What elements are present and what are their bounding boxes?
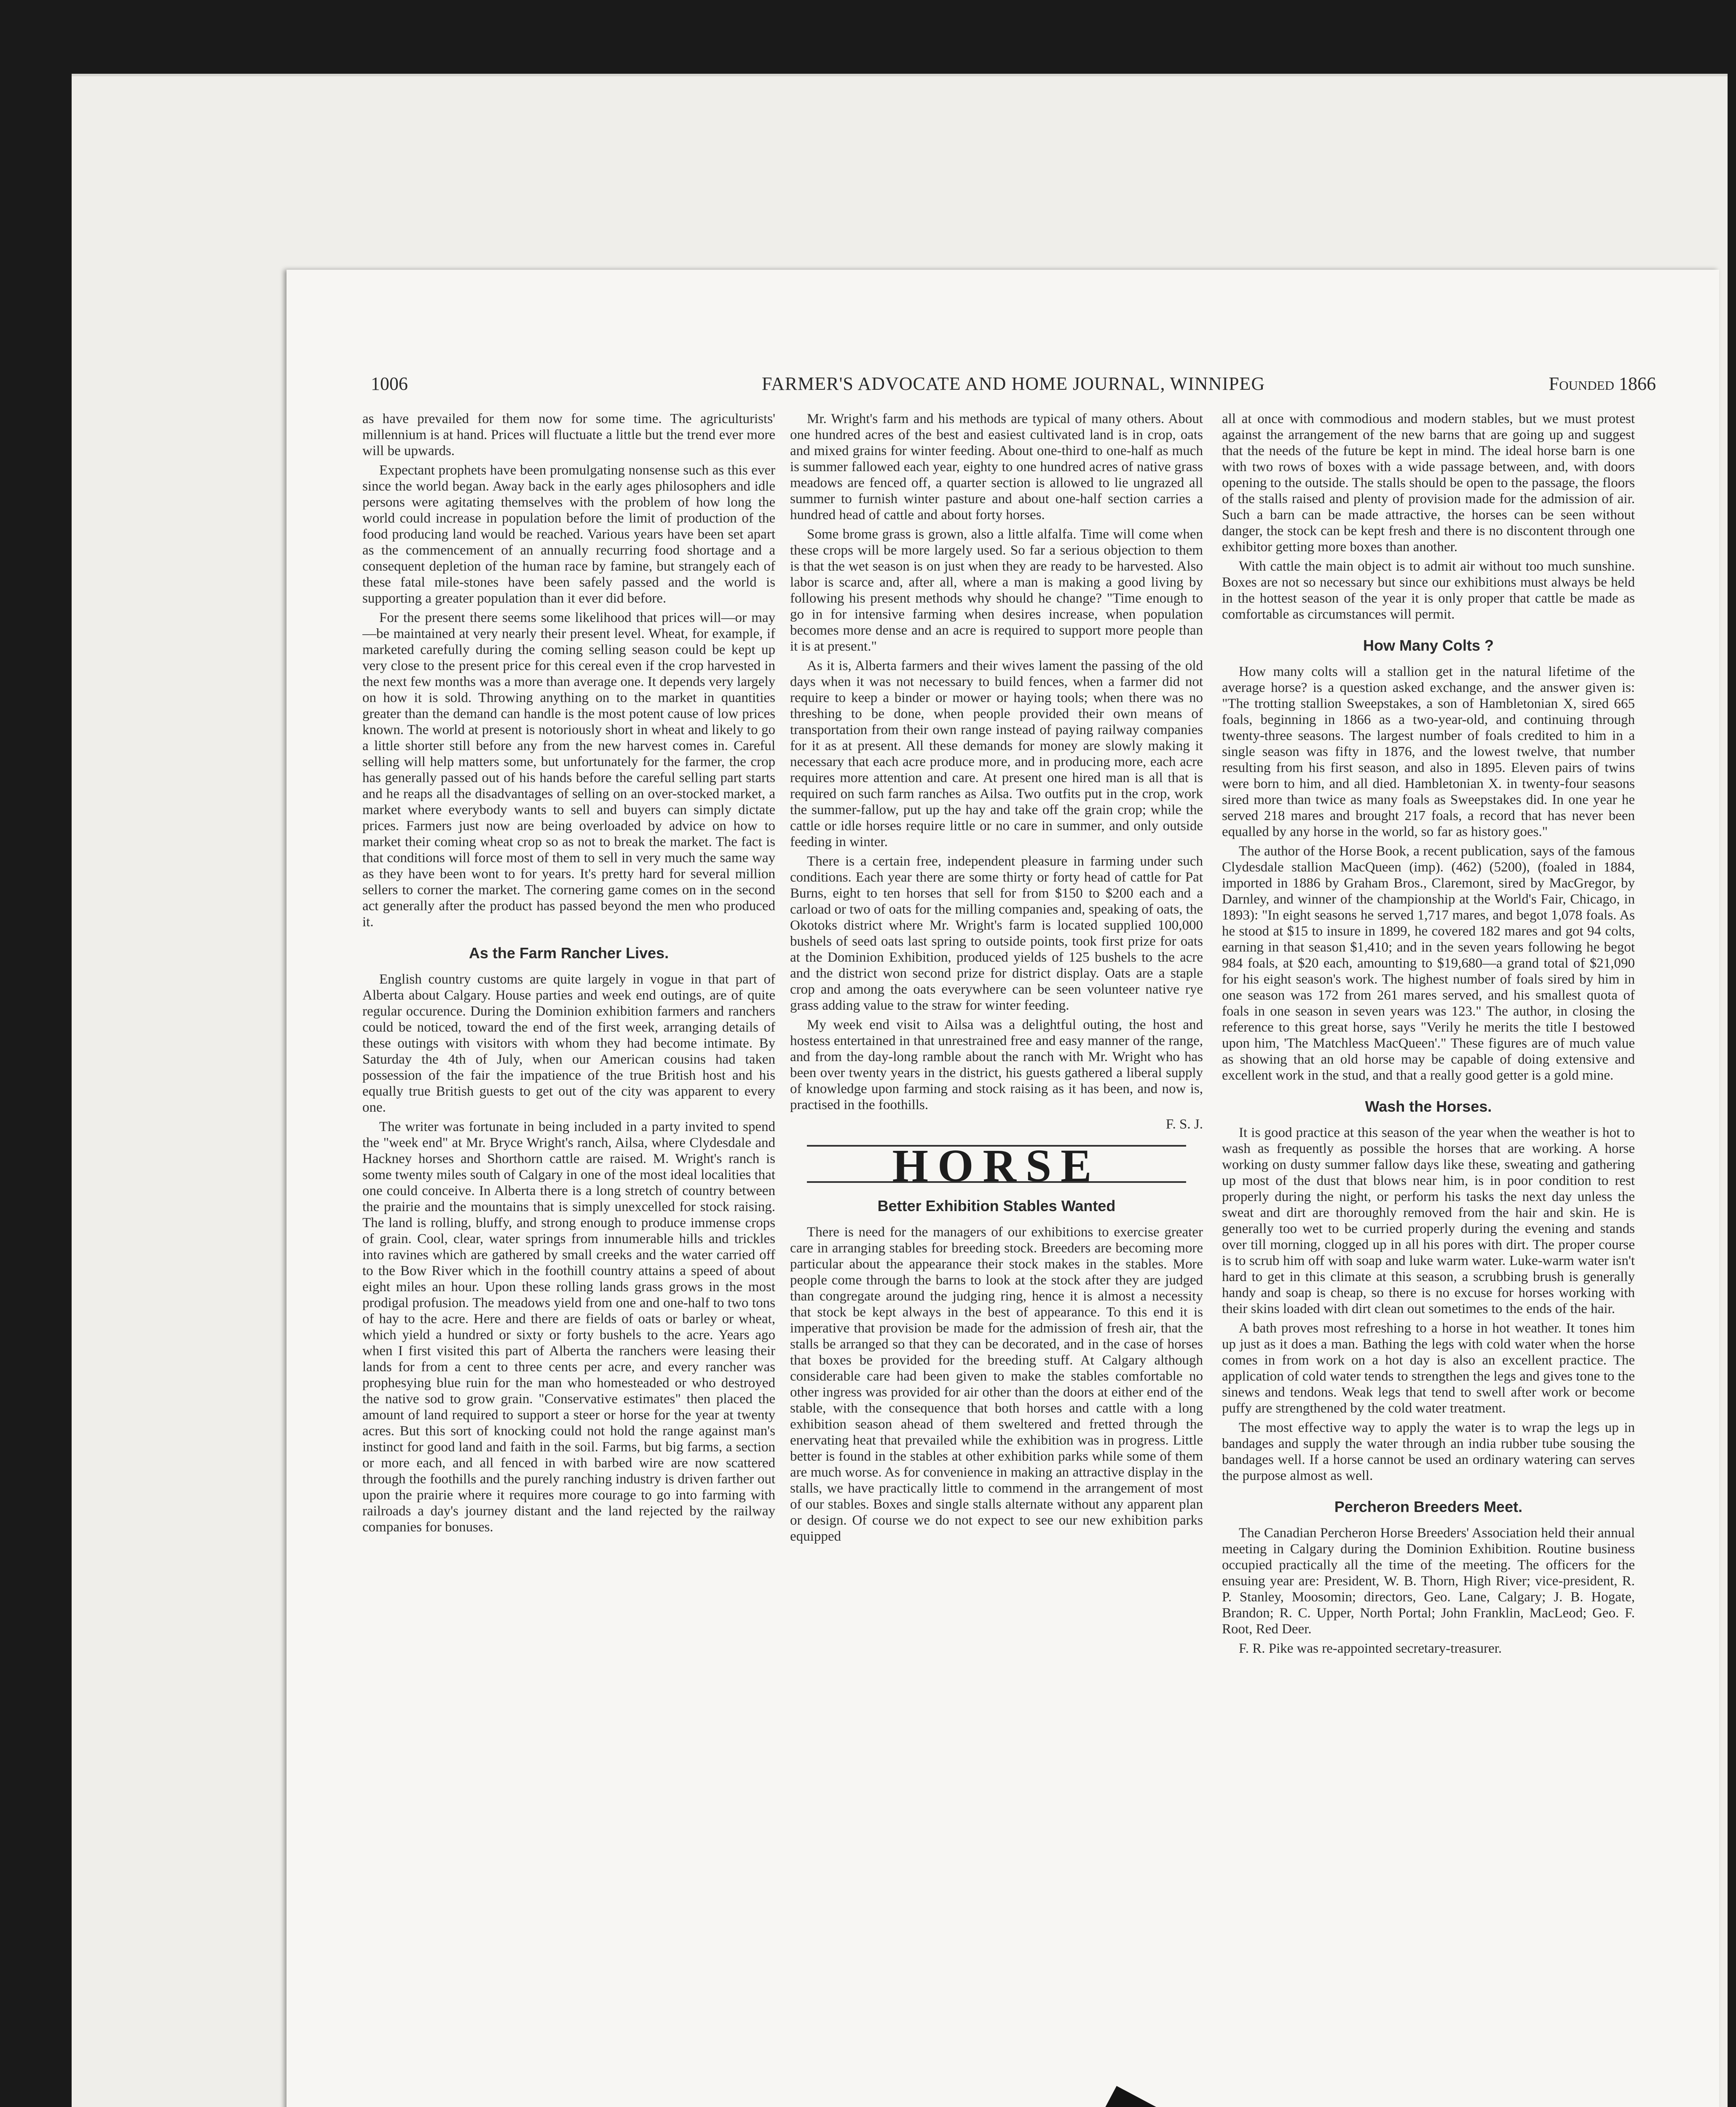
paragraph: As it is, Alberta farmers and their wives lament the passing of the old days when it was not necessary to build fences, when a farmer did not require to keep a binder or mower or haying tools; when there was no threshing to be done, when people provided their own means of transportation from their own range instead of paying railway companies for it as at present. All these demands for money are slowly making it necessary that each acre produce more, and in producing more, each acre requires more attention and care. At present one hired man is all that is required on such farm ranches as Ailsa. Two outfits put in the crop, work the summer-fallow, put up the hay and take off the grain crop; while the cattle or idle horses require little or no care in summer, and only outside feeding in winter.	[790, 658, 1203, 850]
paragraph: Some brome grass is grown, also a little alfalfa. Time will come when these crops will be more largely used. So far a serious objection to them is that the wet season is on just when they are ready to be harvested. Also labor is scarce and, after all, where a man is making a good living by following his present methods why should he change? "Time enough to go in for intensive farming when desires increase, when population becomes more dense and an acre is required to support more people than it is at present."	[790, 527, 1203, 654]
paragraph: Expectant prophets have been promulgating nonsense such as this ever since the world began. Away back in the early ages philosophers and idle persons were agitating themselves with the problem of how long the world could increase in population before the limit of production of the food producing land would be reached. Various years have been set apart as the commencement of an annually recurring food shortage and a consequent depletion of the human race by famine, but strangely each of these fatal mile-stones have been safely passed and the world is supporting a greater population than it ever did before.	[362, 463, 775, 606]
paragraph: My week end visit to Ailsa was a delightful outing, the host and hostess entertained in that unrestrained free and easy manner of the range, and from the day-long ramble about the ranch with Mr. Wright who has been over twenty years in the district, his guests gathered a liberal supply of knowledge upon farming and stock raising as it has been, and now is, practised in the foothills.	[790, 1017, 1203, 1112]
paragraph: With cattle the main object is to admit air without too much sunshine. Boxes are not so necessary but since our exhibitions must always be held in the hottest season of the year it is only proper that cattle be made as comfortable as circumstances will permit.	[1222, 559, 1635, 622]
article-heading: How Many Colts ?	[1363, 637, 1494, 654]
column-2	[790, 411, 1203, 2107]
paragraph: There is need for the managers of our exhibitions to exercise greater care in arranging stables for breeding stock. Breeders are becoming more particular about the appearance their stock makes in the stables. More people come through the barns to look at the stock after they are judged than congregate around the judging ring, hence it is almost a necessity that stock be kept always in the best of appearance. To this end it is imperative that provision be made for the admission of fresh air, that the stalls be arranged so that they can be decorated, and in the case of horses that boxes be provided for the breeding stuff. At Calgary although considerable care had been given to make the stables comfortable no other ingress was provided for air other than the doors at either end of the stable, with the consequence that both horses and cattle with a long exhibition season ahead of them sweltered and fretted through the enervating heat that prevailed while the exhibition was in progress. Little better is found in the stables at other exhibition parks while some of them are much worse. As for convenience in making an attractive display in the stalls, we have practically little to commend in the arrangement of most of our stables. Boxes and single stalls alternate without any apparent plan or design. Of course we do not expect to see our new exhibition parks equipped	[790, 1225, 1203, 1544]
author-signature: F. S. J.	[1165, 1117, 1203, 1132]
column-1	[362, 411, 775, 2107]
paragraph: F. R. Pike was re-appointed secretary-treasurer.	[1239, 1641, 1502, 1656]
paragraph: A bath proves most refreshing to a horse in hot weather. It tones him up just as it does a man. Bathing the legs with cold water when the horse comes in from work on a hot day is also an excellent practice. The application of cold water tends to strengthen the legs and gives tone to the sinews and tendons. Weak legs that tend to swell after work or become puffy are strengthened by the cold water treatment.	[1222, 1321, 1635, 1416]
paragraph: English country customs are quite largely in vogue in that part of Alberta about Calgary. House parties and week end outings, are of quite regular occurence. During the Dominion exhibition farmers and ranchers could be noticed, toward the end of the first week, arranging details of these outings with visitors with whom they had become intimate. By Saturday the 4th of July, when our American cousins had taken possession of the fair the impatience of the true British host and his equally true British guests to get out of the city was apparent to every one.	[362, 972, 775, 1115]
page-header	[371, 373, 1656, 398]
section-title: HORSE	[807, 1145, 1186, 1183]
paragraph: The author of the Horse Book, a recent publication, says of the famous Clydesdale stallion MacQueen (imp). (462) (5200), (foaled in 1884, imported in 1886 by Graham Bros., Claremont, sired by MacGregor, by Darnley, and winner of the championship at the World's Fair, Chicago, in 1893): "In eight seasons he served 1,717 mares, and begot 1,078 foals. As he stood at $15 to insure in 1899, he covered 182 mares and got 94 colts, earning in that season $1,410; and in the seven years following he begot 984 foals, at $20 each, amounting to $19,680—a grand total of $21,090 for his eight season's work. The highest number of foals sired by him in one season was 172 from 261 mares served, and his smallest quota of foals in one season in seven years was 123." The author, in closing the reference to this great horse, says "Verily he merits the title I bestowed upon him, 'The Matchless MacQueen'." These figures are of much value as showing that an old horse may be capable of doing extensive and excellent work in the stud, and that a really good getter is a gold mine.	[1222, 844, 1635, 1083]
article-heading: Percheron Breeders Meet.	[1334, 1498, 1523, 1515]
article-heading: Wash the Horses.	[1365, 1098, 1492, 1115]
page-number: 1006	[371, 373, 408, 394]
article-heading: As the Farm Rancher Lives.	[469, 944, 669, 962]
paragraph: as have prevailed for them now for some time. The agriculturists' millennium is at hand. Prices will fluctuate a little but the trend ever more will be upwards.	[362, 411, 775, 458]
paragraph: all at once with commodious and modern stables, but we must protest against the arrangement of the new barns that are going up and suggest that the needs of the future be kept in mind. The ideal horse barn is one with two rows of boxes with a wide passage between, and, with doors opening to the outside. The stalls should be open to the passage, the floors of the stalls raised and plenty of provision made for the admission of air. Such a barn can be made attractive, the horses can be seen without danger, the stock can be kept fresh and there is no discontent through one exhibitor getting more boxes than another.	[1222, 411, 1635, 555]
journal-title: FARMER'S ADVOCATE AND HOME JOURNAL, WINNIPEG	[761, 373, 1265, 394]
paragraph: How many colts will a stallion get in the natural lifetime of the average horse? is a question asked exchange, and the answer given is: "The trotting stallion Sweepstakes, a son of Hambletonian X, sired 665 foals, beginning in 1866 as a two-year-old, and continuing through twenty-three seasons. The largest number of foals credited to him in a single season was fifty in 1876, and the lowest twelve, that number resulting from his first season, and also in 1895. Eleven pairs of twins were born to him, and all died. Hambletonian X. in twenty-four seasons sired more than twice as many foals as Sweepstakes did. In one year he served 218 mares and brought 217 foals, a record that has never been equalled by any horse in the world, so far as history goes."	[1222, 664, 1635, 839]
paragraph: It is good practice at this season of the year when the weather is hot to wash as frequently as possible the horses that are working. A horse working on dusty summer fallow days like these, sweating and gathering up most of the dust that blows near him, is in poor condition to rest properly during the night, or perform his tasks the next day unless the sweat and dirt are thoroughly removed from the hair and skin. He is generally too wet to be curried properly during the evening and stands over till morning, clogged up in all his pores with dirt. The proper course is to scrub him off with soap and luke warm water. Luke-warm water isn't hard to get in this climate at this season, a scrubbing brush is generally handy and soap is cheap, so there is no excuse for horses working with their skins loaded with dirt clean out sometimes to the ends of the hair.	[1222, 1125, 1635, 1316]
paragraph: For the present there seems some likelihood that prices will—or may—be maintained at very nearly their present level. Wheat, for example, if marketed carefully during the coming selling season could be kept up very close to the present price for this cereal even if the crop harvested in the next few months was a more than average one. It depends very largely on how it is sold. Throwing anything on to the market in quantities greater than the demand can handle is the most potent cause of low prices known. The world at present is notoriously short in wheat and likely to go a little shorter still before any from the new harvest comes in. Careful selling will help matters some, but unfortunately for the farmer, the crop has generally passed out of his hands before the careful selling part starts and he reaps all the disadvantages of selling on an over-stocked market, a market where everybody wants to sell and buyers can simply dictate prices. Farmers just now are being overloaded by advice on how to market their coming wheat crop so as not to break the market. The fact is that conditions will force most of them to sell in very much the same way as they have been wont to for years. It's pretty hard for several million sellers to corner the market. The cornering game comes on in the second act generally after the product has passed beyond the men who produced it.	[362, 610, 775, 930]
paragraph: The writer was fortunate in being included in a party invited to spend the "week end" at Mr. Bryce Wright's ranch, Ailsa, where Clydesdale and Hackney horses and Shorthorn cattle are raised. M. Wright's ranch is some twenty miles south of Calgary in one of the most ideal localities that one could conceive. In Alberta there is a long stretch of country between the prairie and the mountains that is simply unexcelled for stock raising. The land is rolling, bluffy, and strong enough to produce immense crops of grain. Cool, clear, water springs from innumerable hills and trickles into ravines which are gathered by small creeks and the water carried off to the Bow River which in the foothill country attains a speed of about eight miles an hour. Upon these rolling lands grass grows in the most prodigal profusion. The meadows yield from one and one-half to two tons of hay to the acre. Here and there are fields of oats or barley or wheat, which yield a hundred or sixty or forty bushels to the acre. Years ago when I first visited this part of Alberta the ranchers were leasing their lands for from a cent to three cents per acre, and every rancher was prophesying blue ruin for the man who homesteaded or who destroyed the native sod to grow grain. "Conservative estimates" then placed the amount of land required to support a steer or horse for the year at twenty acres. But this sort of knocking could not hold the range against man's instinct for good land and faith in the soil. Farms, but big farms, a section or more each, and all fenced in with barbed wire are now scattered through the foothills and the purely ranching industry is driven farther out upon the prairie where it requires more courage to go into farming with railroads a day's journey distant and the land rejected by the railway companies for bonuses.	[362, 1119, 775, 1535]
paragraph: The Canadian Percheron Horse Breeders' Association held their annual meeting in Calgary during the Dominion Exhibition. Routine business occupied practically all the time of the meeting. The officers for the ensuing year are: President, W. B. Thorn, High River; vice-president, R. P. Stanley, Moosomin; directors, Geo. Lane, Calgary; J. B. Hogate, Brandon; R. C. Upper, North Portal; John Franklin, MacLeod; Geo. F. Root, Red Deer.	[1222, 1525, 1635, 1637]
paragraph: Mr. Wright's farm and his methods are typical of many others. About one hundred acres of the best and easiest cultivated land is in crop, oats and mixed grains for winter feeding. About one-third to one-half as much is summer fallowed each year, eighty to one hundred acres of native grass meadows are fenced off, a quarter section is allowed to lie ungrazed all summer to furnish winter pasture and about one-half section carries a hundred head of cattle and about forty horses.	[790, 411, 1203, 523]
paragraph: There is a certain free, independent pleasure in farming under such conditions. Each year there are some thirty or forty head of cattle for Pat Burns, eight to ten horses that sell for from $150 to $200 each and a carload or two of oats for the milling companies and, speaking of oats, the Okotoks district where Mr. Wright's farm is located supplied 100,000 bushels of seed oats last spring to outside points, took first prize for oats at the Dominion Exhibition, produced yields of 125 bushels to the acre and the district won second prize for district display. Oats are a staple crop and among the oats everywhere can be seen volunteer native rye grass adding value to the straw for winter feeding.	[790, 854, 1203, 1013]
column-3	[1222, 411, 1635, 2107]
paragraph: The most effective way to apply the water is to wrap the legs up in bandages and supply the water through an india rubber tube sousing the bandages well. If a horse cannot be used an ordinary watering can serves the purpose almost as well.	[1222, 1420, 1635, 1483]
founded-year: Founded 1866	[1548, 373, 1656, 394]
article-heading: Better Exhibition Stables Wanted	[877, 1197, 1116, 1214]
